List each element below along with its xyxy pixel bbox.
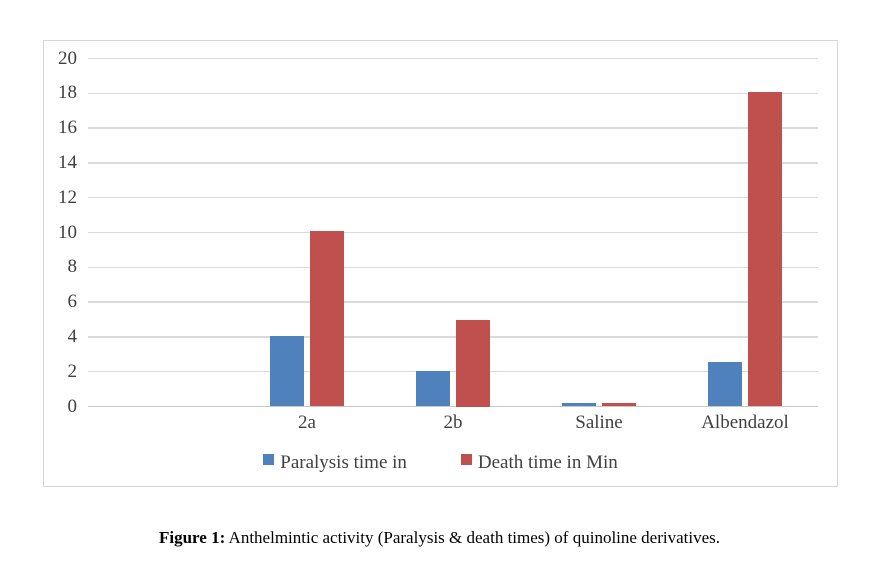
x-category-label: Albendazol (701, 412, 789, 433)
y-tick-label: 0 (67, 395, 77, 417)
y-tick-label: 16 (58, 117, 77, 139)
x-category-label: 2b (443, 412, 463, 433)
gridline (88, 93, 818, 95)
chart-legend (44, 453, 837, 472)
y-tick-label: 4 (67, 325, 77, 347)
gridline (88, 232, 818, 234)
y-tick-label: 20 (58, 47, 77, 69)
legend-item (263, 453, 407, 472)
bar-chart (43, 40, 838, 487)
gridline (88, 301, 818, 303)
gridline (88, 127, 818, 129)
x-category-label: 2a (298, 412, 316, 433)
legend-label: Paralysis time in (280, 452, 407, 473)
y-tick-label: 10 (58, 221, 77, 243)
legend-swatch (263, 454, 274, 465)
figure-caption (0, 528, 879, 548)
y-tick-label: 12 (58, 186, 77, 208)
bar-Saline-series-0 (562, 403, 596, 406)
bar-Saline-series-1 (602, 403, 636, 406)
y-tick-label: 14 (58, 151, 77, 173)
y-tick-label: 18 (58, 82, 77, 104)
gridline (88, 58, 818, 60)
bar-2a-series-1 (310, 231, 344, 407)
legend-swatch (461, 454, 472, 465)
bar-2b-series-0 (416, 371, 450, 407)
bar-Albendazol-series-0 (708, 362, 742, 406)
legend-item (461, 453, 618, 472)
gridline (88, 197, 818, 199)
y-tick-label: 6 (67, 291, 77, 313)
y-tick-label: 2 (67, 360, 77, 382)
gridline (88, 162, 818, 164)
legend-label: Death time in Min (477, 452, 618, 473)
figure-caption-label: Figure 1: (158, 528, 226, 547)
gridline (88, 336, 818, 338)
x-category-label: Saline (575, 412, 623, 433)
figure-caption-text: Anthelmintic activity (Paralysis & death times) of quinoline derivatives. (225, 528, 721, 547)
bar-2a-series-0 (270, 336, 304, 406)
bar-Albendazol-series-1 (748, 92, 782, 406)
gridline (88, 267, 818, 269)
y-tick-label: 8 (67, 256, 77, 278)
bar-2b-series-1 (456, 320, 490, 407)
